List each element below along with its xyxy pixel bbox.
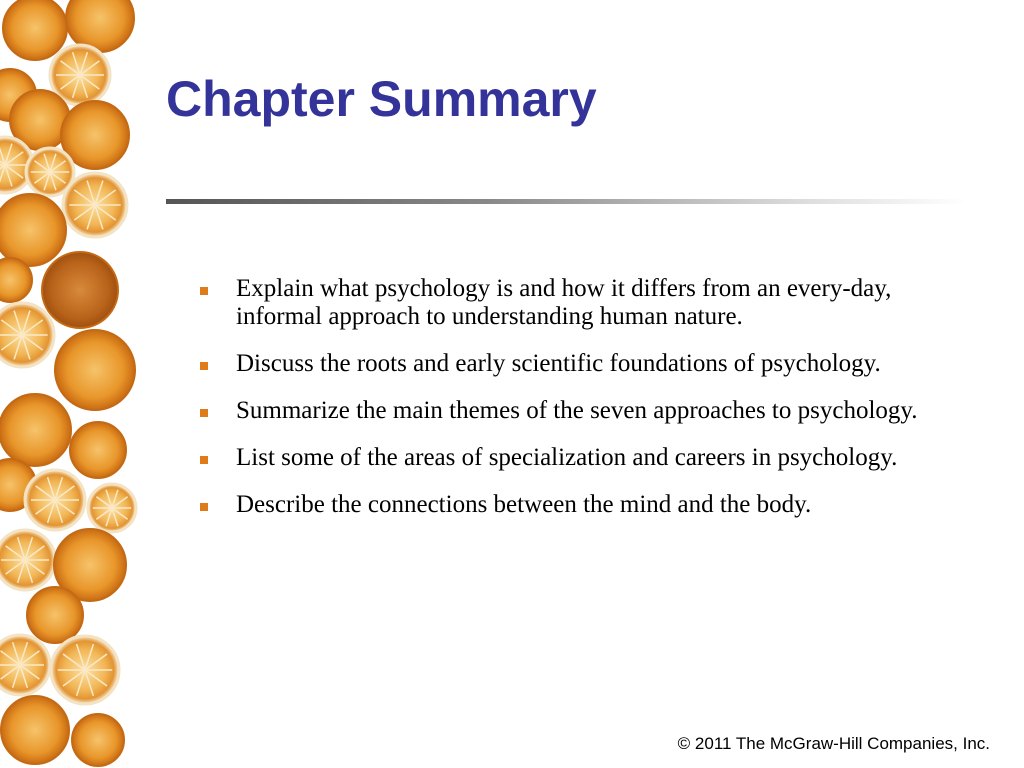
orange-slices-graphic — [0, 0, 170, 768]
bullet-text: Summarize the main themes of the seven approaches to psychology. — [236, 397, 918, 424]
bullet-text: Describe the connections between the mind and the body. — [236, 491, 812, 518]
bullet-text: Explain what psychology is and how it differs from an every-day, informal approach to understanding human nature. — [236, 275, 892, 330]
orange-slices-image — [0, 0, 170, 768]
orange-slice — [42, 252, 118, 328]
bullet-item — [197, 491, 957, 519]
bullet-list — [197, 275, 957, 538]
bullet-marker-icon — [200, 362, 208, 370]
bullet-item — [197, 275, 957, 331]
copyright-footer: © 2011 The McGraw-Hill Companies, Inc. — [677, 734, 990, 753]
bullet-text: Discuss the roots and early scientific foundations of psychology. — [236, 350, 881, 377]
bullet-item — [197, 397, 957, 425]
orange-slice — [3, 0, 67, 60]
page-title: Chapter Summary — [166, 71, 597, 127]
bullet-marker-icon — [200, 503, 208, 511]
orange-slice — [55, 330, 135, 410]
orange-slice — [70, 422, 126, 478]
orange-slice — [0, 394, 71, 466]
bullet-item — [197, 444, 957, 472]
bullet-marker-icon — [200, 287, 208, 295]
orange-slice — [0, 194, 66, 266]
orange-slice — [27, 587, 83, 643]
bullet-marker-icon — [200, 456, 208, 464]
bullet-item — [197, 350, 957, 378]
orange-slice — [1, 696, 69, 764]
title-divider — [166, 199, 966, 204]
bullet-marker-icon — [200, 409, 208, 417]
bullet-text: List some of the areas of specialization and careers in psychology. — [236, 444, 898, 471]
orange-slice — [72, 714, 124, 766]
